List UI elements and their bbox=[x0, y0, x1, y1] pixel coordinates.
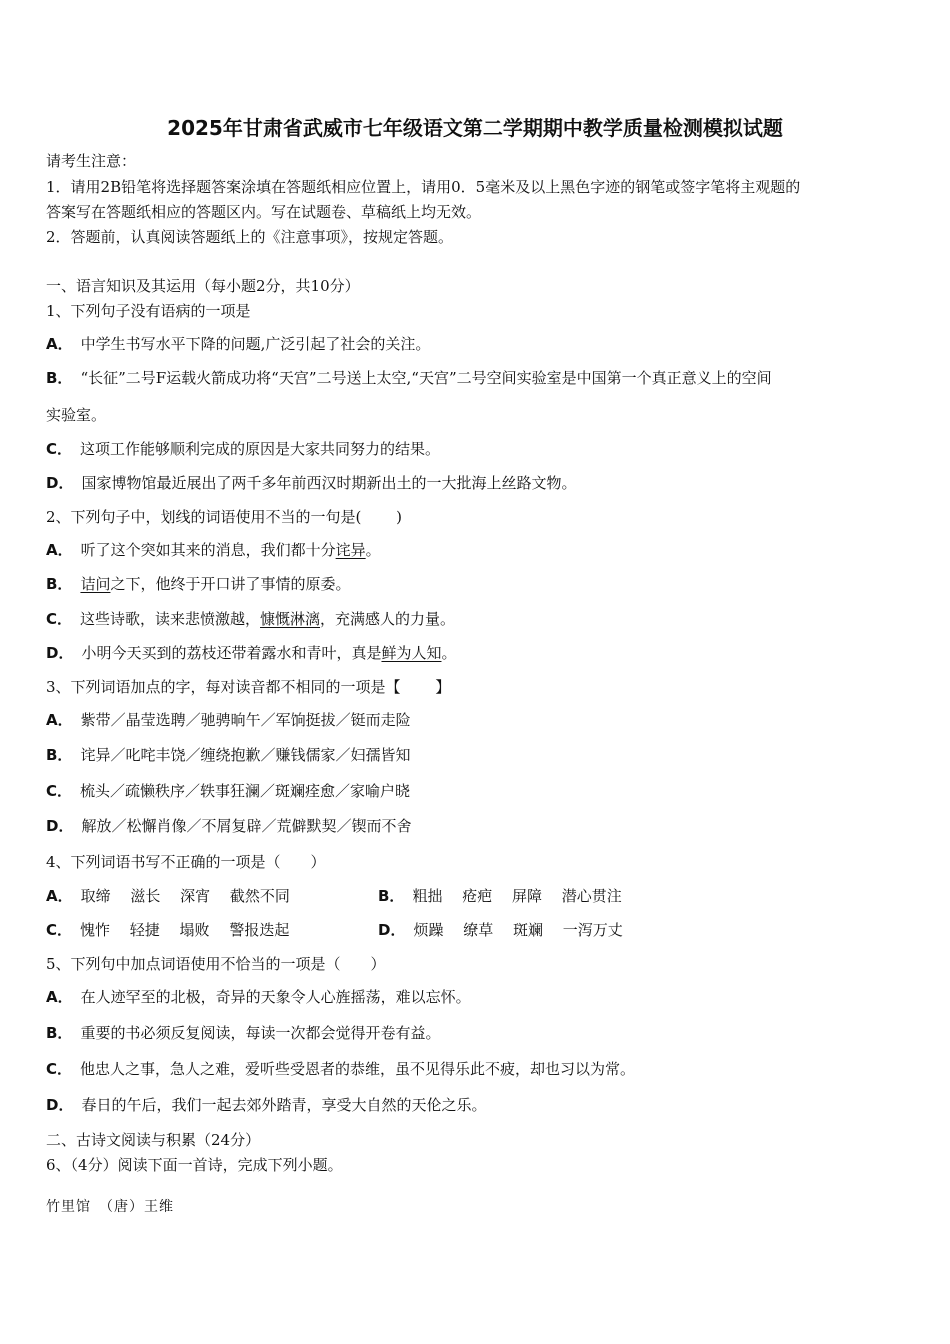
option-text: 这些诗歌，读来悲愤激越， bbox=[80, 610, 261, 628]
option-text: 诧异／叱咤丰饶／缠绕抱歉／赚钱儒家／妇孺皆知 bbox=[80, 746, 411, 764]
q2-option-b bbox=[46, 574, 350, 594]
option-label: B． bbox=[378, 887, 405, 905]
page-title: 2025年甘肃省武威市七年级语文第二学期期中教学质量检测模拟试题 bbox=[167, 116, 783, 140]
option-label: C． bbox=[46, 1060, 73, 1078]
option-text: 中学生书写水平下降的问题,广泛引起了社会的关注。 bbox=[80, 335, 431, 353]
poem-title: 竹里馆 （唐）王维 bbox=[46, 1199, 174, 1215]
option-text: 重要的书必须反复阅读，每读一次都会觉得开卷有益。 bbox=[80, 1024, 441, 1042]
option-text: 粗拙 疮疤 屏障 潜心贯注 bbox=[412, 887, 622, 905]
q4-options-row-1 bbox=[46, 886, 906, 906]
option-text: “长征”二号F运载火箭成功将“天宫”二号送上太空,“天宫”二号空间实验室是中国第一个真正意义上的空间 bbox=[80, 369, 772, 387]
option-text: 在人迹罕至的北极，奇异的天象令人心旌摇荡，难以忘怀。 bbox=[80, 988, 471, 1006]
option-text: 紫带／晶莹选聘／驰骋晌午／军饷挺拔／铤而走险 bbox=[80, 711, 411, 729]
q5-option-d bbox=[46, 1095, 486, 1115]
q4-option-d bbox=[378, 920, 623, 940]
notice-heading: 请考生注意： bbox=[46, 152, 137, 170]
q5-option-a bbox=[46, 987, 471, 1007]
option-label: B． bbox=[46, 575, 73, 593]
option-label: D． bbox=[378, 921, 406, 939]
q4-stem: 4、下列词语书写不正确的一项是（ ） bbox=[46, 853, 326, 871]
q1-option-d bbox=[46, 473, 576, 493]
option-text: 梳头／疏懒秩序／轶事狂澜／斑斓痊愈／家喻户晓 bbox=[80, 782, 411, 800]
underlined-word: 鲜为人知 bbox=[381, 644, 442, 662]
underlined-word: 诘问 bbox=[80, 575, 111, 593]
option-text: 取缔 滋长 深宵 截然不同 bbox=[80, 887, 290, 905]
option-label: B． bbox=[46, 746, 73, 764]
option-label: D． bbox=[46, 474, 74, 492]
q6-stem: 6、（4分）阅读下面一首诗，完成下列小题。 bbox=[46, 1156, 343, 1174]
q3-option-d bbox=[46, 816, 411, 836]
option-text: 解放／松懈肖像／不屑复辟／荒僻默契／锲而不舍 bbox=[81, 817, 412, 835]
option-text: 之下，他终于开口讲了事情的原委。 bbox=[110, 575, 351, 593]
option-label: B． bbox=[46, 369, 73, 387]
option-label: D． bbox=[46, 644, 74, 662]
q1-option-a bbox=[46, 334, 430, 354]
q1-option-c bbox=[46, 439, 440, 459]
option-text: 。 bbox=[441, 644, 457, 662]
q4-options-row-2 bbox=[46, 920, 906, 940]
option-text: 愧怍 轻捷 塌败 警报迭起 bbox=[80, 921, 290, 939]
q5-option-b bbox=[46, 1023, 440, 1043]
q2-option-c bbox=[46, 609, 455, 629]
q2-option-d bbox=[46, 643, 457, 663]
option-text: 国家博物馆最近展出了两千多年前西汉时期新出土的一大批海上丝路文物。 bbox=[81, 474, 577, 492]
underlined-word: 慷慨淋漓 bbox=[260, 610, 321, 628]
option-text: 。 bbox=[365, 541, 381, 559]
q1-option-b bbox=[46, 368, 772, 388]
q3-option-b bbox=[46, 745, 410, 765]
option-label: D． bbox=[46, 817, 74, 835]
option-label: A． bbox=[46, 335, 73, 353]
option-label: B． bbox=[46, 1024, 73, 1042]
q4-option-b bbox=[378, 886, 622, 906]
q3-stem: 3、下列词语加点的字，每对读音都不相同的一项是【 】 bbox=[46, 678, 451, 696]
q5-option-c bbox=[46, 1059, 635, 1079]
option-text: 小明今天买到的荔枝还带着露水和青叶，真是 bbox=[81, 644, 382, 662]
option-label: A． bbox=[46, 887, 73, 905]
notice-item-2: 2．答题前，认真阅读答题纸上的《注意事项》，按规定答题。 bbox=[46, 228, 454, 246]
section-1-heading: 一、语言知识及其运用（每小题2分，共10分） bbox=[46, 277, 360, 295]
q2-stem: 2、下列句子中，划线的词语使用不当的一句是( ) bbox=[46, 508, 403, 526]
q2-option-a bbox=[46, 540, 381, 560]
option-text: ，充满感人的力量。 bbox=[320, 610, 456, 628]
q1-stem: 1、下列句子没有语病的一项是 bbox=[46, 302, 251, 320]
option-label: C． bbox=[46, 610, 73, 628]
q5-stem: 5、下列句中加点词语使用不恰当的一项是（ ） bbox=[46, 955, 386, 973]
q3-option-a bbox=[46, 710, 411, 730]
option-label: D． bbox=[46, 1096, 74, 1114]
notice-item-1a: 1．请用2B铅笔将选择题答案涂填在答题纸相应位置上，请用0．5毫米及以上黑色字迹的钢笔或签字笔将主观题的 bbox=[46, 178, 801, 196]
option-label: A． bbox=[46, 988, 73, 1006]
option-label: C． bbox=[46, 921, 73, 939]
underlined-word: 诧异 bbox=[335, 541, 366, 559]
option-label: C． bbox=[46, 440, 73, 458]
q1-option-b-cont: 实验室。 bbox=[46, 406, 107, 424]
option-text: 听了这个突如其来的消息，我们都十分 bbox=[80, 541, 336, 559]
option-text: 烦躁 缭草 斑斓 一泻万丈 bbox=[413, 921, 623, 939]
option-text: 他忠人之事，急人之难，爱听些受恩者的恭维，虽不见得乐此不疲，却也习以为常。 bbox=[80, 1060, 636, 1078]
option-label: A． bbox=[46, 541, 73, 559]
section-2-heading: 二、古诗文阅读与积累（24分） bbox=[46, 1131, 261, 1149]
notice-item-1b: 答案写在答题纸相应的答题区内。写在试题卷、草稿纸上均无效。 bbox=[46, 203, 482, 221]
q3-option-c bbox=[46, 781, 410, 801]
option-label: C． bbox=[46, 782, 73, 800]
option-text: 这项工作能够顺利完成的原因是大家共同努力的结果。 bbox=[80, 440, 441, 458]
option-text: 春日的午后，我们一起去郊外踏青，享受大自然的天伦之乐。 bbox=[81, 1096, 487, 1114]
option-label: A． bbox=[46, 711, 73, 729]
